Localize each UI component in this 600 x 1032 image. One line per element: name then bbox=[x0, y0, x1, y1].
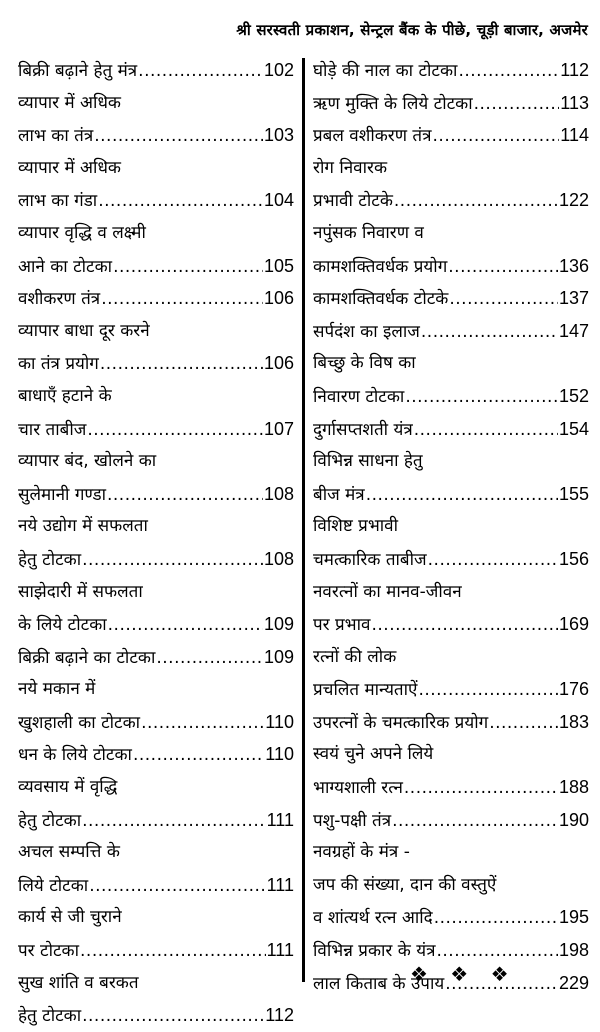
toc-entry-title: दुर्गासप्तशती यंत्र bbox=[313, 419, 413, 440]
publisher-header: श्री सरस्वती प्रकाशन, सेन्ट्रल बैंक के पीछे, चूड़ी बाजार, अजमेर bbox=[236, 21, 588, 39]
toc-page-number: 183 bbox=[558, 711, 589, 732]
toc-line bbox=[313, 738, 589, 771]
dot-leader bbox=[404, 772, 558, 804]
toc-entry-title: का तंत्र प्रयोग bbox=[18, 354, 99, 375]
toc-entry-title: बाधाएँ हटाने के bbox=[18, 385, 112, 406]
toc-entry-title: पर टोटका bbox=[18, 941, 80, 962]
toc-entry-title: भाग्यशाली रत्न bbox=[313, 778, 403, 799]
toc-page-number: 114 bbox=[560, 125, 589, 146]
toc-left-column bbox=[18, 54, 294, 1032]
toc-entry-title: विभिन्न प्रकार के यंत्र bbox=[313, 941, 436, 962]
toc-line bbox=[313, 217, 589, 250]
toc-entry-title: जप की संख्या, दान की वस्तुऐं bbox=[313, 874, 497, 895]
toc-entry-title: स्वयं चुने अपने लिये bbox=[313, 744, 434, 765]
toc-entry-title: व्यापार वृद्धि व लक्ष्मी bbox=[18, 222, 146, 243]
toc-entry-title: हेतु टोटका bbox=[18, 1006, 82, 1027]
toc-line bbox=[18, 250, 294, 283]
toc-entry-title: बीज मंत्र bbox=[313, 484, 365, 505]
toc-entry-title: धन के लिये टोटका bbox=[18, 745, 132, 766]
toc-line bbox=[313, 510, 589, 543]
toc-entry-title: रत्नों की लोक bbox=[313, 646, 397, 667]
dot-leader bbox=[133, 739, 264, 771]
dot-leader bbox=[82, 1000, 264, 1032]
dot-leader bbox=[89, 870, 265, 902]
toc-entry-title: सुलेमानी गण्डा bbox=[18, 484, 106, 505]
toc-entry-title: प्रचलित मान्यताऐं bbox=[313, 680, 418, 701]
dot-leader bbox=[108, 609, 263, 641]
toc-line bbox=[18, 804, 294, 837]
dot-leader bbox=[449, 283, 558, 315]
toc-line bbox=[313, 608, 589, 641]
end-ornament: ❖ ❖ ❖ bbox=[410, 962, 517, 986]
toc-line bbox=[313, 836, 589, 869]
toc-line bbox=[313, 282, 589, 315]
toc-entry-title: व्यापार बंद, खोलने का bbox=[18, 451, 157, 472]
toc-line bbox=[313, 771, 589, 804]
toc-page-number: 113 bbox=[560, 92, 589, 113]
toc-page-number: 103 bbox=[263, 125, 294, 146]
toc-line bbox=[18, 119, 294, 152]
toc-line bbox=[18, 706, 294, 739]
toc-entry-title: घोड़े की नाल का टोटका bbox=[313, 61, 458, 81]
toc-entry-title: व्यापार में अधिक bbox=[18, 92, 121, 113]
toc-entry-title: ऋण मुक्ति के लिये टोटका bbox=[313, 93, 473, 114]
toc-page-number: 106 bbox=[263, 288, 294, 309]
toc-line bbox=[313, 543, 589, 576]
toc-line bbox=[18, 445, 294, 478]
toc-entry-title: विशिष्ट प्रभावी bbox=[313, 516, 399, 537]
dot-leader bbox=[138, 55, 263, 87]
dot-leader bbox=[82, 805, 266, 837]
toc-entry-title: वशीकरण तंत्र bbox=[18, 289, 101, 310]
toc-entry-title: बिच्छु के विष का bbox=[313, 353, 416, 374]
toc-entry-title: व्यवसाय में वृद्धि bbox=[18, 777, 118, 798]
toc-line bbox=[313, 804, 589, 837]
toc-line bbox=[313, 315, 589, 348]
dot-leader bbox=[372, 609, 558, 641]
toc-line bbox=[18, 87, 294, 120]
toc-entry-title: लिये टोटका bbox=[18, 875, 89, 896]
toc-line bbox=[313, 152, 589, 185]
toc-line bbox=[313, 54, 589, 87]
toc-entry-title: लाभ का तंत्र bbox=[18, 126, 94, 147]
toc-line bbox=[18, 641, 294, 674]
toc-page-number: 190 bbox=[558, 809, 589, 830]
toc-page-number: 229 bbox=[558, 972, 589, 993]
toc-page-number: 147 bbox=[558, 320, 589, 341]
toc-page-number: 102 bbox=[263, 60, 294, 80]
toc-right-column bbox=[313, 54, 589, 999]
toc-line bbox=[18, 413, 294, 446]
dot-leader bbox=[156, 642, 263, 674]
toc-entry-title: चमत्कारिक ताबीज bbox=[313, 549, 427, 570]
toc-line bbox=[313, 641, 589, 674]
dot-leader bbox=[94, 120, 263, 152]
dot-leader bbox=[394, 185, 558, 217]
toc-line bbox=[313, 445, 589, 478]
toc-line bbox=[18, 673, 294, 706]
toc-entry-title: निवारण टोटका bbox=[313, 386, 405, 407]
toc-line bbox=[313, 869, 589, 902]
dot-leader bbox=[433, 120, 560, 152]
toc-page-number: 111 bbox=[266, 940, 294, 961]
toc-line bbox=[18, 967, 294, 1000]
toc-line bbox=[313, 901, 589, 934]
toc-line bbox=[313, 380, 589, 413]
toc-page-number: 105 bbox=[263, 255, 294, 276]
toc-entry-title: साझेदारी में सफलता bbox=[18, 581, 143, 602]
toc-page-number: 109 bbox=[263, 646, 294, 667]
toc-entry-title: नये मकान में bbox=[18, 679, 96, 700]
toc-page-number: 136 bbox=[558, 255, 589, 276]
dot-leader bbox=[405, 381, 558, 413]
toc-page-number: 156 bbox=[558, 548, 589, 569]
toc-line bbox=[18, 315, 294, 348]
toc-page-number: 111 bbox=[266, 874, 294, 895]
toc-page-number: 108 bbox=[263, 548, 294, 569]
toc-line bbox=[18, 836, 294, 869]
toc-entry-title: लाभ का गंडा bbox=[18, 191, 98, 212]
toc-line bbox=[18, 478, 294, 511]
toc-line bbox=[313, 347, 589, 380]
toc-page-number: 188 bbox=[558, 777, 589, 798]
toc-page-number: 108 bbox=[263, 483, 294, 504]
toc-entry-title: नवग्रहों के मंत्र - bbox=[313, 842, 410, 863]
dot-leader bbox=[80, 935, 266, 967]
dot-leader bbox=[98, 185, 263, 217]
dot-leader bbox=[421, 316, 558, 348]
dot-leader bbox=[87, 414, 263, 446]
toc-entry-title: पर प्रभाव bbox=[313, 615, 371, 636]
toc-page-number: 155 bbox=[558, 483, 589, 504]
toc-page-number: 112 bbox=[265, 1005, 294, 1026]
toc-entry-title: हेतु टोटका bbox=[18, 810, 82, 831]
dot-leader bbox=[414, 414, 558, 446]
toc-line bbox=[313, 87, 589, 120]
toc-page-number: 176 bbox=[558, 679, 589, 700]
toc-line bbox=[18, 869, 294, 902]
toc-page-number: 169 bbox=[558, 614, 589, 635]
toc-page-number: 109 bbox=[263, 614, 294, 635]
toc-line bbox=[18, 184, 294, 217]
toc-entry-title: व्यापार में अधिक bbox=[18, 157, 121, 178]
toc-entry-title: बिक्री बढ़ाने का टोटका bbox=[18, 647, 156, 668]
toc-line bbox=[18, 999, 294, 1032]
toc-entry-title: प्रभावी टोटके bbox=[313, 191, 393, 212]
toc-entry-title: कामशक्तिवर्धक टोटके bbox=[313, 289, 449, 310]
toc-entry-title: रोग निवारक bbox=[313, 157, 388, 178]
toc-page-number: 152 bbox=[558, 385, 589, 406]
toc-line bbox=[18, 576, 294, 609]
toc-page-number: 122 bbox=[558, 190, 589, 211]
toc-entry-title: आने का टोटका bbox=[18, 256, 113, 277]
toc-entry-title: चार ताबीज bbox=[18, 419, 87, 440]
toc-line bbox=[313, 706, 589, 739]
toc-line bbox=[18, 901, 294, 934]
toc-entry-title: खुशहाली का टोटका bbox=[18, 712, 141, 733]
toc-page-number: 104 bbox=[263, 190, 294, 211]
dot-leader bbox=[82, 544, 263, 576]
dot-leader bbox=[113, 251, 263, 283]
dot-leader bbox=[392, 805, 558, 837]
toc-entry-title: प्रबल वशीकरण तंत्र bbox=[313, 126, 432, 147]
toc-entry-title: कामशक्तिवर्धक प्रयोग bbox=[313, 256, 448, 277]
dot-leader bbox=[418, 674, 558, 706]
toc-line bbox=[18, 510, 294, 543]
toc-entry-title: नवरत्नों का मानव-जीवन bbox=[313, 581, 462, 602]
toc-page-number: 198 bbox=[558, 940, 589, 961]
toc-line bbox=[313, 673, 589, 706]
toc-line bbox=[313, 184, 589, 217]
toc-line bbox=[18, 347, 294, 380]
toc-line bbox=[313, 576, 589, 609]
toc-entry-title: लाल किताब के उपाय bbox=[313, 973, 445, 994]
toc-line bbox=[18, 738, 294, 771]
toc-entry-title: व्यापार बाधा दूर करने bbox=[18, 320, 150, 341]
toc-page-number: 110 bbox=[265, 711, 294, 732]
toc-page-number: 195 bbox=[558, 907, 589, 928]
dot-leader bbox=[434, 902, 558, 934]
toc-entry-title: उपरत्नों के चमत्कारिक प्रयोग bbox=[313, 712, 489, 733]
dot-leader bbox=[107, 479, 263, 511]
toc-page-number: 106 bbox=[263, 353, 294, 374]
column-divider bbox=[302, 58, 305, 982]
toc-line bbox=[18, 608, 294, 641]
toc-entry-title: व शांत्यर्थ रत्न आदि bbox=[313, 908, 433, 929]
dot-leader bbox=[474, 88, 560, 120]
toc-line bbox=[18, 543, 294, 576]
dot-leader bbox=[100, 348, 263, 380]
toc-entry-title: पशु-पक्षी तंत्र bbox=[313, 810, 392, 831]
toc-line bbox=[18, 934, 294, 967]
toc-line bbox=[313, 413, 589, 446]
toc-line bbox=[313, 119, 589, 152]
toc-entry-title: के लिये टोटका bbox=[18, 615, 107, 636]
toc-entry-title: नपुंसक निवारण व bbox=[313, 222, 424, 243]
toc-entry-title: विभिन्न साधना हेतु bbox=[313, 451, 423, 472]
toc-line bbox=[18, 771, 294, 804]
dot-leader bbox=[366, 479, 558, 511]
toc-entry-title: बिक्री बढ़ाने हेतु मंत्र bbox=[18, 61, 138, 81]
toc-entry-title: कार्य से जी चुराने bbox=[18, 907, 122, 928]
toc-entry-title: सर्पदंश का इलाज bbox=[313, 321, 420, 342]
toc-page-number: 137 bbox=[558, 288, 589, 309]
toc-line bbox=[18, 380, 294, 413]
dot-leader bbox=[448, 251, 558, 283]
toc-page-number: 154 bbox=[558, 418, 589, 439]
toc-page-number: 112 bbox=[560, 60, 589, 80]
toc-line bbox=[313, 478, 589, 511]
toc-entry-title: हेतु टोटका bbox=[18, 549, 82, 570]
toc-page-number: 111 bbox=[266, 809, 294, 830]
toc-line bbox=[18, 282, 294, 315]
toc-entry-title: नये उद्योग में सफलता bbox=[18, 516, 148, 537]
dot-leader bbox=[101, 283, 263, 315]
dot-leader bbox=[458, 55, 559, 87]
toc-page-number: 110 bbox=[265, 744, 294, 765]
toc-line bbox=[18, 54, 294, 87]
toc-line bbox=[18, 152, 294, 185]
toc-line bbox=[313, 250, 589, 283]
toc-page-number: 107 bbox=[263, 418, 294, 439]
dot-leader bbox=[428, 544, 558, 576]
toc-line bbox=[18, 217, 294, 250]
toc-entry-title: अचल सम्पत्ति के bbox=[18, 842, 120, 863]
dot-leader bbox=[141, 707, 264, 739]
toc-entry-title: सुख शांति व बरकत bbox=[18, 972, 139, 993]
dot-leader bbox=[489, 707, 558, 739]
